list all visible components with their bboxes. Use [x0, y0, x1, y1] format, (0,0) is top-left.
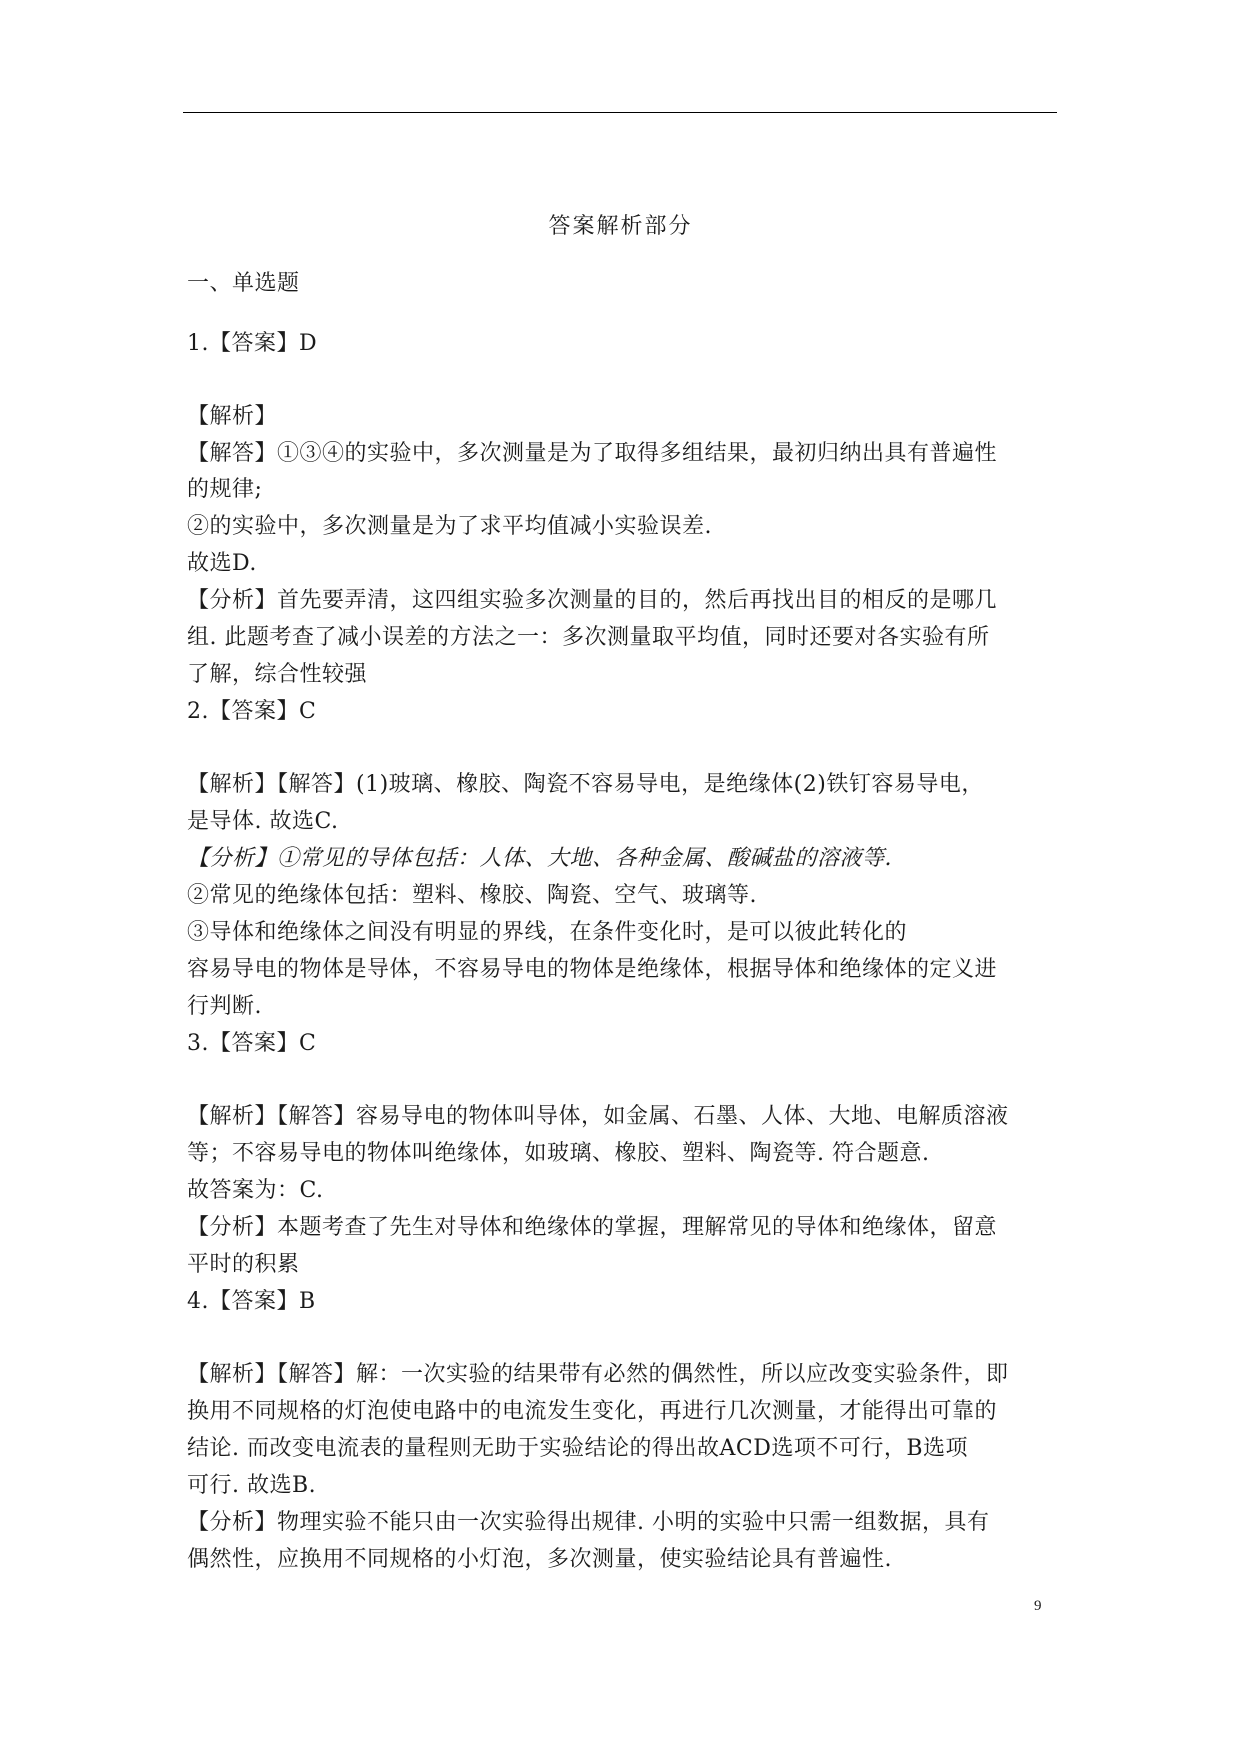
q4-line: 可行. 故选B. [187, 1473, 317, 1498]
q2-line: 是导体. 故选C. [187, 809, 339, 834]
q4-line: 【解析】【解答】解：一次实验的结果带有必然的偶然性，所以应改变实验条件，即 [187, 1362, 1009, 1387]
q2-line: 【分析】①常见的导体包括：人体、大地、各种金属、酸碱盐的溶液等. [187, 846, 892, 871]
q4-line: 结论. 而改变电流表的量程则无助于实验结论的得出故ACD选项不可行，B选项 [187, 1436, 969, 1461]
q3-line: 平时的积累 [187, 1252, 300, 1277]
q3-line: 【解析】【解答】容易导电的物体叫导体，如金属、石墨、人体、大地、电解质溶液 [187, 1104, 1009, 1129]
q1-line: ②的实验中，多次测量是为了求平均值减小实验误差. [187, 514, 712, 539]
q1-answer: 1.【答案】D [187, 331, 318, 356]
q3-line: 故答案为：C. [187, 1178, 324, 1203]
q4-answer: 4.【答案】B [187, 1289, 316, 1314]
q1-line: 【解答】①③④的实验中，多次测量是为了取得多组结果，最初归纳出具有普遍性 [187, 441, 998, 466]
q2-line: 【解析】【解答】(1)玻璃、橡胶、陶瓷不容易导电，是绝缘体(2)铁钉容易导电， [187, 772, 984, 797]
q3-answer: 3.【答案】C [187, 1031, 317, 1056]
q2-line: ③导体和绝缘体之间没有明显的界线，在条件变化时，是可以彼此转化的 [187, 920, 908, 945]
q4-line: 换用不同规格的灯泡使电路中的电流发生变化，再进行几次测量，才能得出可靠的 [187, 1399, 998, 1424]
q2-line: 容易导电的物体是导体，不容易导电的物体是绝缘体，根据导体和绝缘体的定义进 [187, 957, 998, 982]
q1-line: 【分析】首先要弄清，这四组实验多次测量的目的，然后再找出目的相反的是哪几 [187, 588, 998, 613]
header-rule [183, 112, 1057, 113]
q1-line: 的规律; [187, 477, 263, 502]
q2-line: ②常见的绝缘体包括：塑料、橡胶、陶瓷、空气、玻璃等. [187, 883, 757, 908]
page-title: 答案解析部分 [548, 214, 693, 239]
q1-line: 组. 此题考查了减小误差的方法之一：多次测量取平均值，同时还要对各实验有所 [187, 625, 990, 650]
q1-analysis-label: 【解析】 [187, 404, 278, 429]
q2-answer: 2.【答案】C [187, 699, 317, 724]
page-number: 9 [1034, 1598, 1042, 1614]
q3-line: 等；不容易导电的物体叫绝缘体，如玻璃、橡胶、塑料、陶瓷等. 符合题意. [187, 1141, 930, 1166]
q4-line: 偶然性，应换用不同规格的小灯泡，多次测量，使实验结论具有普遍性. [187, 1547, 892, 1572]
q1-line: 故选D. [187, 551, 257, 576]
q1-line: 了解，综合性较强 [187, 662, 368, 687]
q2-line: 行判断. [187, 994, 262, 1019]
section-heading: 一、单选题 [187, 271, 300, 296]
q3-line: 【分析】本题考查了先生对导体和绝缘体的掌握，理解常见的导体和绝缘体，留意 [187, 1215, 998, 1240]
q4-line: 【分析】物理实验不能只由一次实验得出规律. 小明的实验中只需一组数据，具有 [187, 1510, 990, 1535]
